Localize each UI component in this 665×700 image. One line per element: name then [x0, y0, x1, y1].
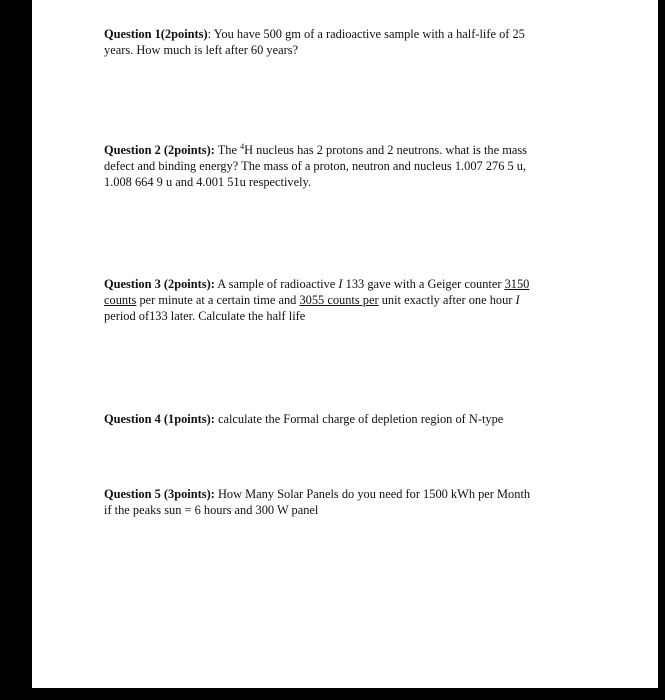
question-3-text-a: A sample of radioactive — [217, 277, 339, 291]
question-3 — [104, 276, 574, 324]
question-1-text-line-2: years. How much is left after 60 years? — [104, 43, 299, 57]
question-1-text-line-1: : You have 500 gm of a radioactive sample with a half-life of 25 — [207, 27, 525, 41]
question-3-label: Question 3 (2points): — [104, 277, 215, 291]
question-5-text-line-2: if the peaks sun = 6 hours and 300 W panel — [104, 503, 319, 517]
underlined-counts-word: counts — [104, 293, 137, 307]
question-2 — [104, 142, 574, 190]
question-1 — [104, 26, 574, 58]
underlined-count-1: 3150 — [504, 277, 530, 291]
question-3-text-d: unit exactly after one hour — [378, 293, 516, 307]
question-2-text-line-3: 1.008 664 9 u and 4.001 51u respectively. — [104, 175, 312, 189]
element-symbol-2: I — [515, 293, 520, 307]
element-symbol-1: I — [338, 277, 343, 291]
question-1-label: Question 1(2points) — [104, 27, 208, 41]
question-5-text-line-1: How Many Solar Panels do you need for 1500 kWh per Month — [217, 487, 531, 501]
question-4-label: Question 4 (1points): — [104, 412, 215, 426]
question-4 — [104, 411, 574, 427]
document-page — [32, 0, 658, 688]
question-3-text-e: period of133 later. Calculate the half life — [104, 309, 306, 323]
question-3-text-c: per minute at a certain time and — [136, 293, 300, 307]
question-4-text: calculate the Formal charge of depletion region of N-type — [217, 412, 504, 426]
question-2-label: Question 2 (2points): — [104, 143, 215, 157]
question-2-text-pre: The — [217, 143, 241, 157]
question-5-label: Question 5 (3points): — [104, 487, 215, 501]
question-2-text-line-1: H nucleus has 2 protons and 2 neutrons. what is the mass — [244, 143, 527, 157]
isotope-mass-number: 4 — [240, 142, 245, 151]
underlined-count-2: 3055 counts per — [299, 293, 379, 307]
question-5 — [104, 486, 574, 518]
question-3-text-b: 133 gave with a Geiger counter — [342, 277, 505, 291]
question-2-text-line-2: defect and binding energy? The mass of a proton, neutron and nucleus 1.007 276 5 u, — [104, 159, 527, 173]
